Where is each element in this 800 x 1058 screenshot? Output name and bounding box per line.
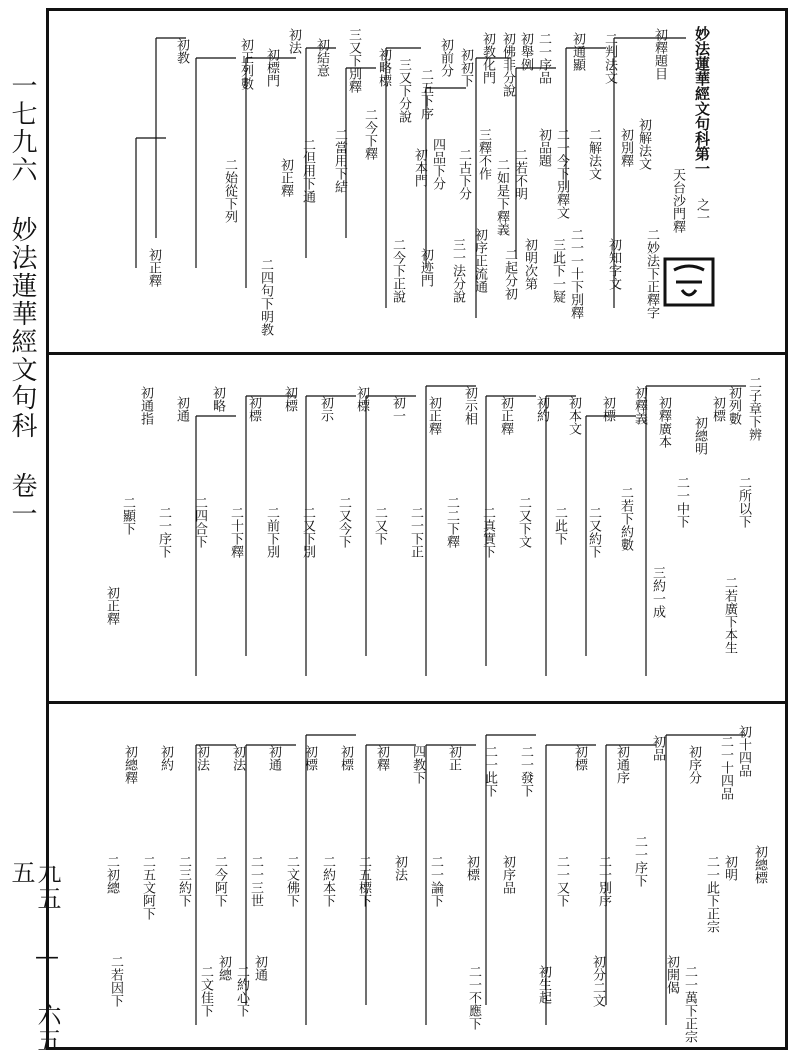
entry: 二約心下 <box>234 965 249 1017</box>
entry: 初正 <box>446 745 461 771</box>
entry: 二一又下 <box>554 855 569 907</box>
entry: 初法 <box>230 745 245 771</box>
entry: 初開偈 <box>664 955 679 994</box>
entry: 初釋 <box>374 745 389 771</box>
panel-bottom <box>46 705 788 1050</box>
entry: 二一論下 <box>428 855 443 907</box>
entry: 二真實下 <box>480 506 495 558</box>
entry: 四教下 <box>410 745 425 784</box>
entry: 初示 <box>318 396 333 422</box>
entry: 二當用下結 <box>332 128 347 193</box>
entry: 二始從下列 <box>222 158 237 223</box>
entry: 初本門 <box>412 148 427 187</box>
entry: 二一序下 <box>632 835 647 887</box>
entry: 二文佳下 <box>198 965 213 1017</box>
entry: 二一中下 <box>674 476 689 528</box>
entry: 初正釋 <box>426 396 441 435</box>
entry: 初序正流通 <box>472 228 487 293</box>
entry: 二一發下 <box>518 745 533 797</box>
entry: 二一下正 <box>408 506 423 558</box>
entry: 二又今下 <box>336 496 351 548</box>
entry: 初通顯 <box>570 32 585 71</box>
entry: 二一序品 <box>536 32 551 84</box>
entry: 二一此下正宗 <box>704 855 719 933</box>
entry: 初分二文 <box>590 955 605 1007</box>
entry: 二起分初 <box>502 248 517 300</box>
entry: 三約一成 <box>650 566 665 618</box>
entry: 初標 <box>302 745 317 771</box>
entry: 二一別序 <box>596 855 611 907</box>
entry: 初釋廣本 <box>656 396 671 448</box>
entry: 三一法分說 <box>450 238 465 303</box>
entry: 初一 <box>390 396 405 422</box>
entry: 初約 <box>158 745 173 771</box>
entry: 初結意 <box>314 38 329 77</box>
entry: 初標 <box>354 386 369 412</box>
entry: 二所以下 <box>736 476 751 528</box>
entry: 初教化門 <box>480 32 495 84</box>
author-line: 天台沙門釋 <box>670 168 685 233</box>
entry: 三此下一疑 <box>550 238 565 303</box>
entry: 三釋不作 <box>476 128 491 180</box>
entry: 初列數 <box>726 386 741 425</box>
scroll-heading: 妙法蓮華經文句科第一 <box>693 26 711 176</box>
page-margin <box>0 0 61 1058</box>
entry: 初標 <box>572 745 587 771</box>
entry: 二若不明 <box>512 148 527 200</box>
entry: 二判法文 <box>602 32 617 84</box>
entry: 二五文阿下 <box>140 855 155 920</box>
entry: 二又下 <box>372 506 387 545</box>
entry: 初知字文 <box>606 238 621 290</box>
entry: 二如是下釋義 <box>494 158 509 236</box>
entry: 二五下序 <box>418 68 433 120</box>
entry: 初十四品 <box>736 725 751 777</box>
entry: 初略 <box>210 386 225 412</box>
entry: 初迹門 <box>418 248 433 287</box>
entry: 二一不應下 <box>466 965 481 1030</box>
entry: 四品下分 <box>430 138 445 190</box>
entry: 初序品 <box>500 855 515 894</box>
entry: 初明次第 <box>522 238 537 290</box>
entry: 二五標下 <box>356 855 371 907</box>
heading-note: 之一 <box>694 198 709 224</box>
entry: 初釋題目 <box>652 28 667 80</box>
entry: 二又下文 <box>516 496 531 548</box>
entry: 三又下分說 <box>396 58 411 123</box>
entry: 初標 <box>600 396 615 422</box>
entry: 初初下 <box>458 48 473 87</box>
entry: 二若下約數 <box>618 486 633 551</box>
panel-middle <box>46 356 788 702</box>
entry: 初總明 <box>692 416 707 455</box>
entry: 二一三世 <box>248 855 263 907</box>
entry: 初標 <box>246 396 261 422</box>
book-title: 一七九六 妙法蓮華經文句科 卷一 <box>7 72 37 528</box>
entry: 二妙法下正釋字 <box>644 228 659 319</box>
entry: 二一此下 <box>482 745 497 797</box>
entry: 二一序下 <box>156 506 171 558</box>
entry: 初法 <box>392 855 407 881</box>
entry: 初通 <box>266 745 281 771</box>
library-seal <box>662 256 716 308</box>
entry: 初正釋 <box>498 396 513 435</box>
entry: 二一萬下正宗 <box>682 965 697 1043</box>
entry: 二約本下 <box>320 855 335 907</box>
entry: 二若因下 <box>108 955 123 1007</box>
entry: 初解法文 <box>636 118 651 170</box>
entry: 初本文 <box>566 396 581 435</box>
entry: 二又約下 <box>586 506 601 558</box>
entry: 二古下分 <box>456 148 471 200</box>
entry: 初法 <box>194 745 209 771</box>
entry: 初通 <box>252 955 267 981</box>
entry: 三又下別釋 <box>346 28 361 93</box>
entry: 初生起 <box>536 965 551 1004</box>
entry: 初正釋 <box>104 586 119 625</box>
entry: 二四合下 <box>192 496 207 548</box>
entry: 初前分 <box>438 38 453 77</box>
entry: 初釋義 <box>632 386 647 425</box>
entry: 初標 <box>282 386 297 412</box>
entry: 二前下別 <box>264 506 279 558</box>
entry: 初標 <box>338 745 353 771</box>
entry: 初總標 <box>752 845 767 884</box>
entry: 初明 <box>722 855 737 881</box>
entry: 二解法文 <box>586 128 601 180</box>
panel-top <box>46 8 788 353</box>
entry: 二今阿下 <box>212 855 227 907</box>
entry: 初序分 <box>686 745 701 784</box>
entry: 二若廣下本生 <box>722 576 737 654</box>
entry: 二文佛下 <box>284 855 299 907</box>
entry: 初教 <box>174 38 189 64</box>
entry: 二一十四品 <box>718 735 733 800</box>
entry: 初正釋 <box>278 158 293 197</box>
entry: 初略標 <box>376 48 391 87</box>
entry: 初通指 <box>138 386 153 425</box>
entry: 二又下別 <box>300 506 315 558</box>
entry: 二此下 <box>552 506 567 545</box>
entry: 二今下釋 <box>362 108 377 160</box>
entry: 初通序 <box>614 745 629 784</box>
entry: 初正釋 <box>146 248 161 287</box>
entry: 初舉例 <box>518 32 533 71</box>
entry: 二十下釋 <box>228 506 243 558</box>
entry: 二一今下別釋文 <box>554 128 569 219</box>
entry: 初正列數 <box>238 38 253 90</box>
entry: 初標門 <box>264 48 279 87</box>
entry: 二四句下明教 <box>258 258 273 336</box>
entry: 二三約下 <box>176 855 191 907</box>
page-number: 九五 — 六五五 <box>7 860 61 1054</box>
entry: 二初總 <box>104 855 119 894</box>
entry: 二一一十下別釋 <box>568 228 583 319</box>
entry: 初品 <box>650 735 665 761</box>
entry: 初總釋 <box>122 745 137 784</box>
entry: 初標 <box>464 855 479 881</box>
entry: 初約 <box>534 396 549 422</box>
entry: 初標 <box>710 396 725 422</box>
entry: 初通 <box>174 396 189 422</box>
entry: 初示相 <box>462 386 477 425</box>
entry: 二顯下 <box>120 496 135 535</box>
entry: 二今下正說 <box>390 238 405 303</box>
entry: 初佛非分說 <box>500 32 515 97</box>
entry: 二子章下辨 <box>746 376 761 441</box>
entry: 初別釋 <box>618 128 633 167</box>
entry: 初總 <box>216 955 231 981</box>
entry: 初法 <box>286 28 301 54</box>
entry: 二二下釋 <box>444 496 459 548</box>
entry: 二但用下通 <box>300 138 315 203</box>
entry: 初品題 <box>536 128 551 167</box>
